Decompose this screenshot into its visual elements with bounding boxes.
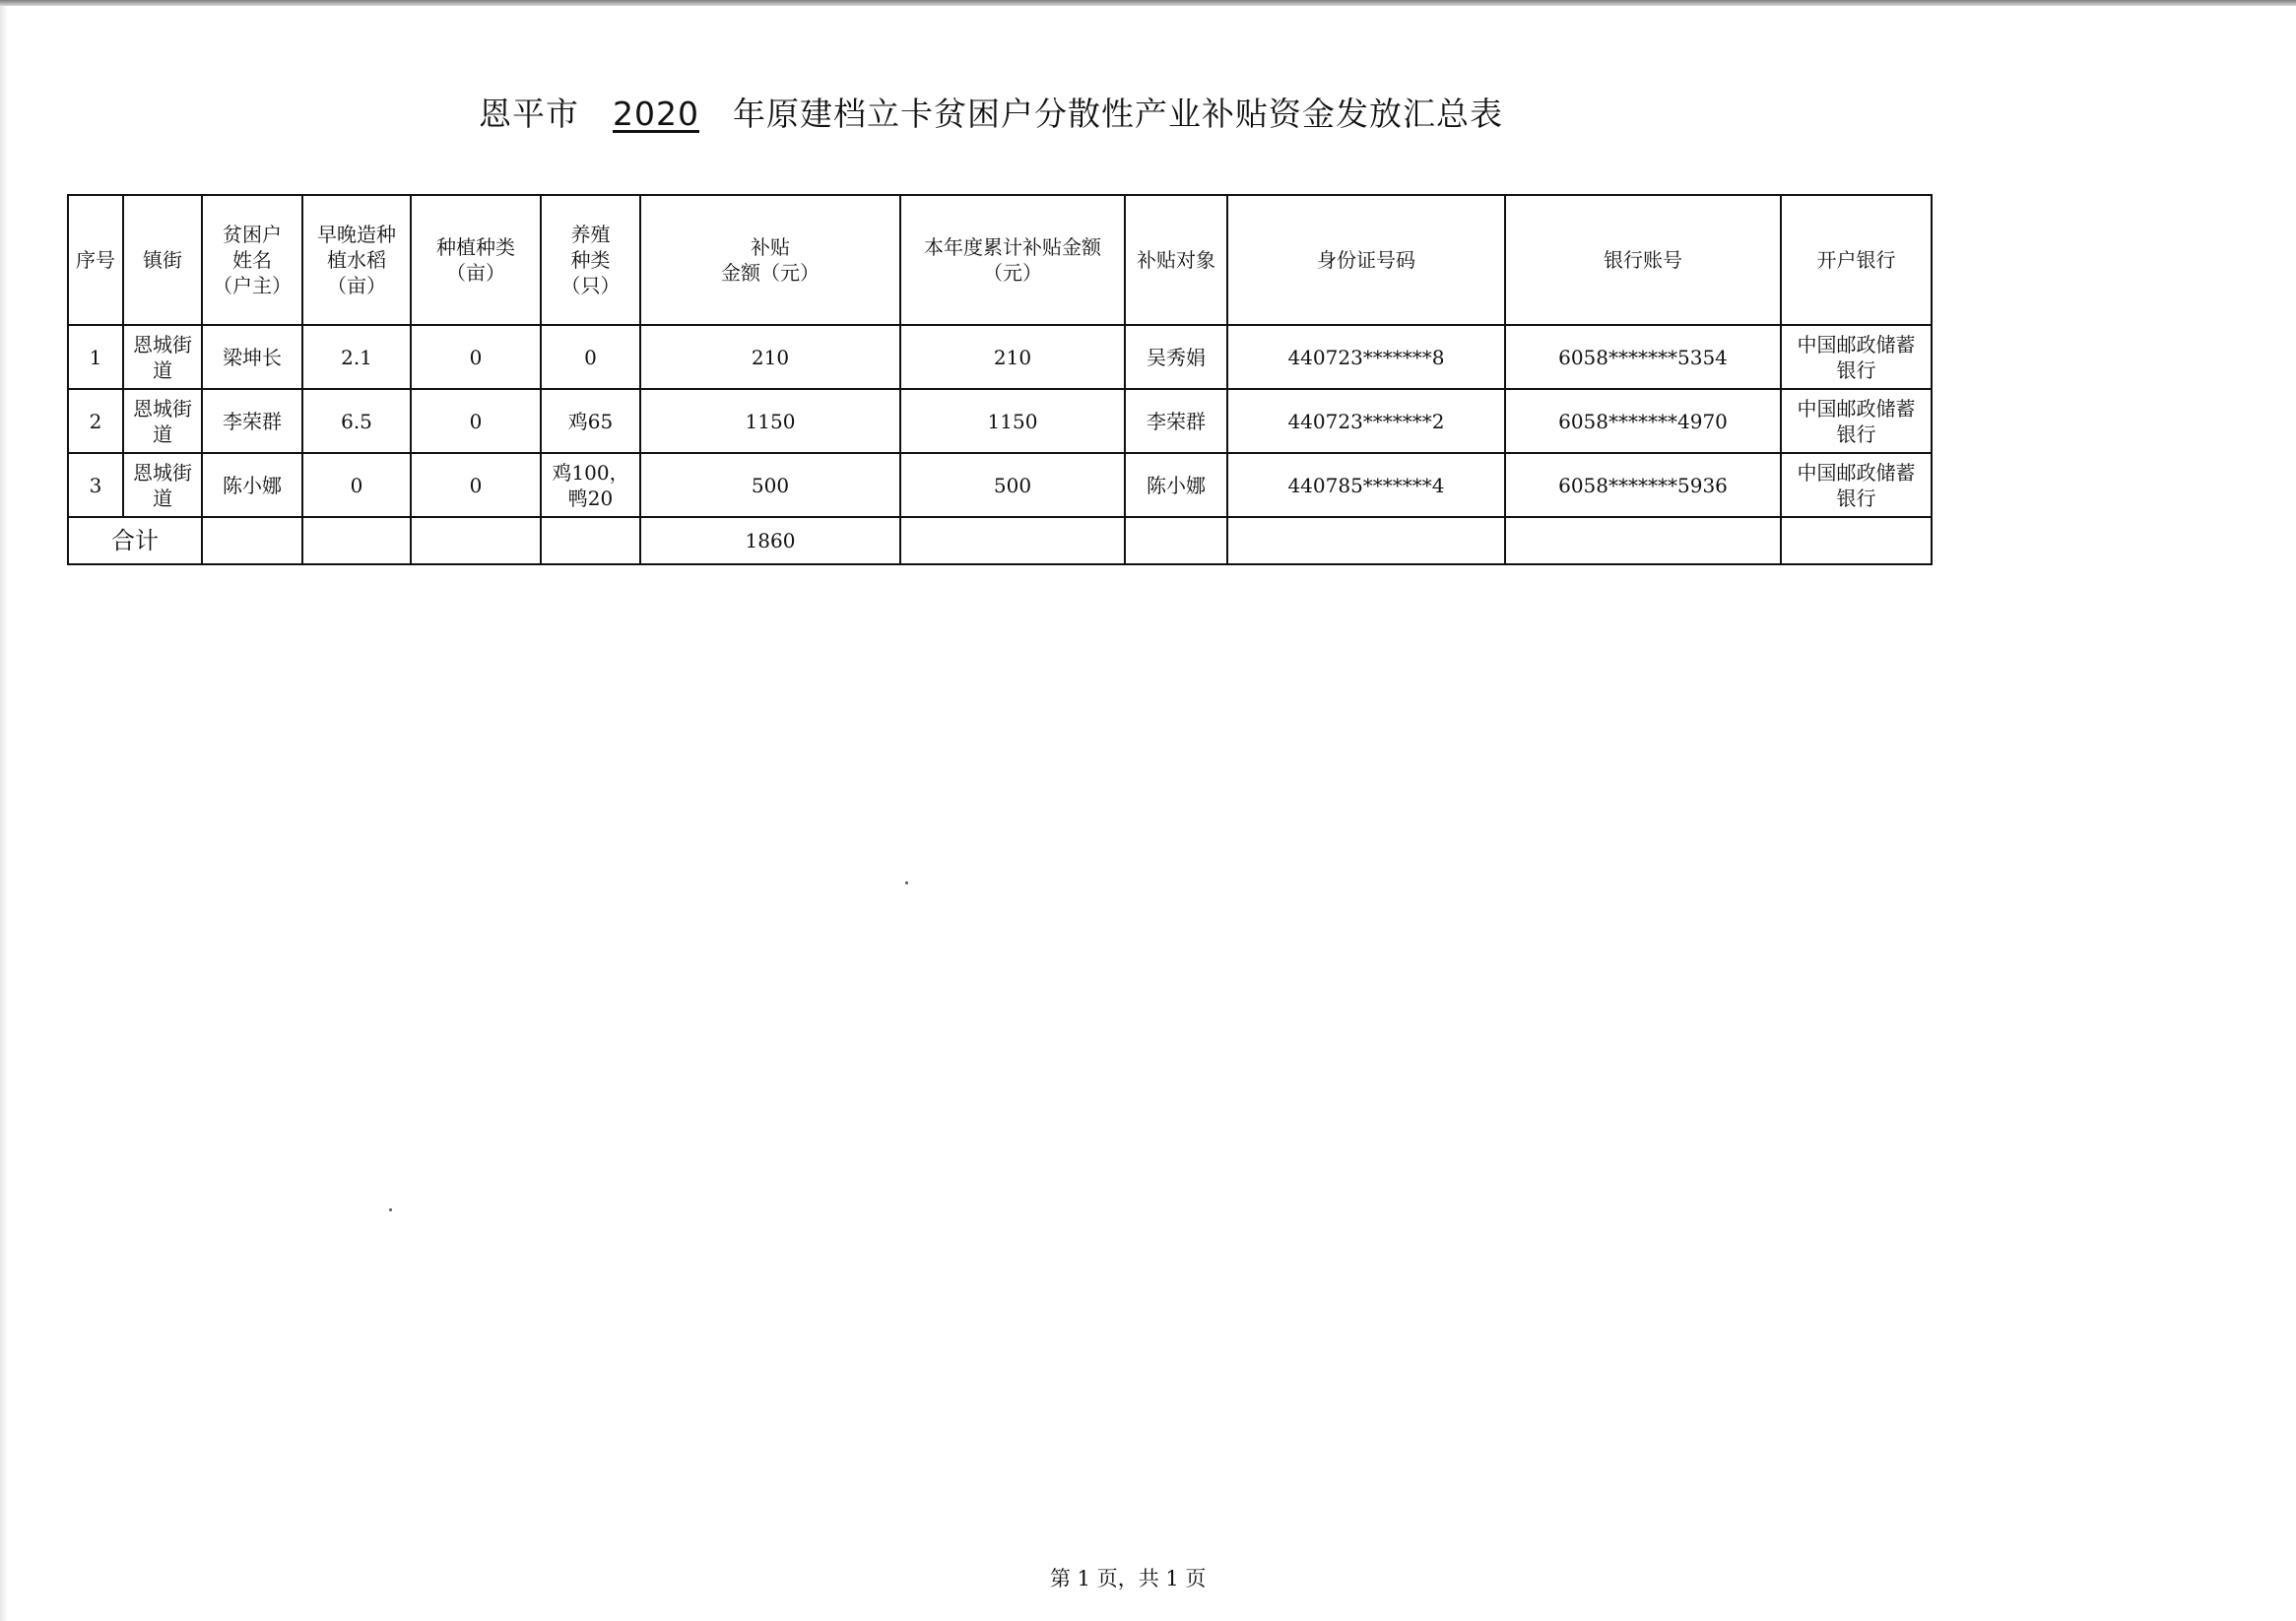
header-cell: 镇街 bbox=[123, 195, 202, 325]
header-cell: 贫困户 姓名 （户主） bbox=[202, 195, 302, 325]
cell-subsidy: 1150 bbox=[640, 389, 900, 453]
cell-town: 恩城街 道 bbox=[123, 389, 202, 453]
cell-empty bbox=[1505, 517, 1781, 564]
cell-recipient: 吴秀娟 bbox=[1125, 325, 1227, 389]
total-row bbox=[68, 517, 1932, 564]
cell-bank: 中国邮政储蓄 银行 bbox=[1781, 325, 1932, 389]
cell-rice: 0 bbox=[302, 453, 411, 517]
total-subsidy: 1860 bbox=[640, 517, 900, 564]
cell-town: 恩城街 道 bbox=[123, 325, 202, 389]
cell-no: 2 bbox=[68, 389, 123, 453]
cell-breeding: 鸡100， 鸭20 bbox=[541, 453, 640, 517]
cell-rice: 2.1 bbox=[302, 325, 411, 389]
total-label: 合计 bbox=[68, 517, 202, 564]
cell-name: 陈小娜 bbox=[202, 453, 302, 517]
cell-id-number: 440785*******4 bbox=[1227, 453, 1505, 517]
cell-empty bbox=[541, 517, 640, 564]
scan-edge-left bbox=[0, 6, 8, 1621]
header-row bbox=[68, 195, 1932, 325]
page-footer: 第 1 页，共 1 页 bbox=[1050, 1567, 1207, 1590]
cell-empty bbox=[900, 517, 1125, 564]
cell-empty bbox=[1781, 517, 1932, 564]
cell-bank: 中国邮政储蓄 银行 bbox=[1781, 453, 1932, 517]
cell-account: 6058*******5354 bbox=[1505, 325, 1781, 389]
scan-speck bbox=[905, 881, 908, 884]
cell-id-number: 440723*******2 bbox=[1227, 389, 1505, 453]
cell-no: 1 bbox=[68, 325, 123, 389]
cell-cumulative: 500 bbox=[900, 453, 1125, 517]
cell-breeding: 0 bbox=[541, 325, 640, 389]
cell-cumulative: 1150 bbox=[900, 389, 1125, 453]
header-cell: 补贴 金额（元） bbox=[640, 195, 900, 325]
header-cell: 早晚造种 植水稻 （亩） bbox=[302, 195, 411, 325]
document-title bbox=[479, 89, 1503, 135]
cell-cumulative: 210 bbox=[900, 325, 1125, 389]
header-cell: 本年度累计补贴金额 （元） bbox=[900, 195, 1125, 325]
cell-planting: 0 bbox=[411, 453, 541, 517]
cell-name: 梁坤长 bbox=[202, 325, 302, 389]
scan-speck bbox=[389, 1208, 392, 1211]
header-cell: 序号 bbox=[68, 195, 123, 325]
cell-empty bbox=[1125, 517, 1227, 564]
header-cell: 身份证号码 bbox=[1227, 195, 1505, 325]
scan-edge-top bbox=[0, 0, 2296, 6]
cell-subsidy: 500 bbox=[640, 453, 900, 517]
subsidy-summary-table bbox=[67, 194, 1933, 565]
title-prefix: 恩平市 bbox=[479, 95, 579, 133]
title-year: 2020 bbox=[613, 95, 699, 133]
cell-id-number: 440723*******8 bbox=[1227, 325, 1505, 389]
cell-rice: 6.5 bbox=[302, 389, 411, 453]
cell-recipient: 李荣群 bbox=[1125, 389, 1227, 453]
cell-bank: 中国邮政储蓄 银行 bbox=[1781, 389, 1932, 453]
cell-town: 恩城街 道 bbox=[123, 453, 202, 517]
header-cell: 养殖 种类 （只） bbox=[541, 195, 640, 325]
cell-empty bbox=[1227, 517, 1505, 564]
table-row bbox=[68, 325, 1932, 389]
cell-empty bbox=[411, 517, 541, 564]
header-cell: 种植种类 （亩） bbox=[411, 195, 541, 325]
cell-planting: 0 bbox=[411, 325, 541, 389]
cell-empty bbox=[202, 517, 302, 564]
cell-empty bbox=[302, 517, 411, 564]
cell-no: 3 bbox=[68, 453, 123, 517]
header-cell: 银行账号 bbox=[1505, 195, 1781, 325]
cell-account: 6058*******4970 bbox=[1505, 389, 1781, 453]
table-row bbox=[68, 453, 1932, 517]
header-cell: 补贴对象 bbox=[1125, 195, 1227, 325]
cell-breeding: 鸡65 bbox=[541, 389, 640, 453]
cell-subsidy: 210 bbox=[640, 325, 900, 389]
cell-name: 李荣群 bbox=[202, 389, 302, 453]
title-suffix: 年原建档立卡贫困户分散性产业补贴资金发放汇总表 bbox=[733, 95, 1503, 133]
table-row bbox=[68, 389, 1932, 453]
cell-planting: 0 bbox=[411, 389, 541, 453]
cell-account: 6058*******5936 bbox=[1505, 453, 1781, 517]
header-cell: 开户银行 bbox=[1781, 195, 1932, 325]
cell-recipient: 陈小娜 bbox=[1125, 453, 1227, 517]
